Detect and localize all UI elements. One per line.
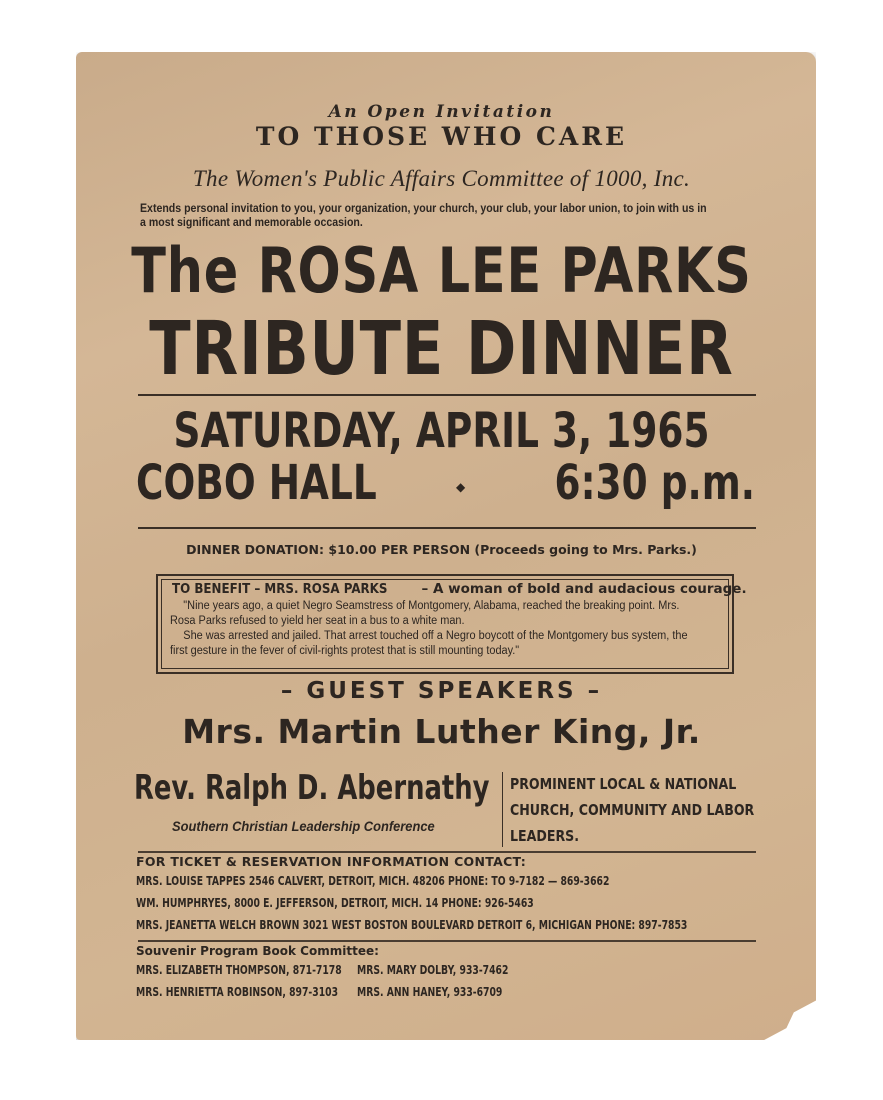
second-speaker: Rev. Ralph D. Abernathy (134, 768, 490, 808)
committee-member: MRS. HENRIETTA ROBINSON, 897-3103 (136, 984, 339, 999)
benefit-heading (172, 581, 747, 597)
contact-row: MRS. LOUISE TAPPES 2546 CALVERT, DETROIT, MICH. 48206 PHONE: TO 9-7182 — 869-3662 (136, 873, 610, 888)
divider-rule (138, 527, 756, 529)
other-speakers-line: LEADERS. (510, 827, 580, 845)
open-invitation-heading: An Open Invitation (328, 102, 555, 122)
diamond-icon: ◆ (456, 480, 466, 494)
souvenir-committee-heading: Souvenir Program Book Committee: (136, 944, 379, 958)
divider-rule (138, 940, 756, 942)
to-those-who-care-heading: TO THOSE WHO CARE (255, 122, 628, 151)
divider-rule (138, 851, 756, 853)
other-speakers (510, 771, 755, 849)
invitation-text: Extends personal invitation to you, your organization, your church, your club, your labor union, to join with us in a most significant and memorable occasion. (140, 203, 707, 229)
event-venue: COBO HALL (136, 455, 377, 511)
committee-member: MRS. ELIZABETH THOMPSON, 871-7178 (136, 962, 342, 977)
benefit-lead: TO BENEFIT – MRS. ROSA PARKS (172, 581, 388, 597)
event-date: SATURDAY, APRIL 3, 1965 (173, 403, 710, 459)
keynote-speaker: Mrs. Martin Luther King, Jr. (182, 712, 701, 751)
quote-paragraph: She was arrested and jailed. That arrest touched off a Negro boycott of the Montgomery bus system, the first gesture in the fever of civil-rights protest that is still mounting today." (170, 630, 688, 657)
event-title-line2: TRIBUTE DINNER (149, 306, 734, 392)
dinner-donation: DINNER DONATION: $10.00 PER PERSON (Proceeds going to Mrs. Parks.) (186, 542, 697, 557)
other-speakers-line: PROMINENT LOCAL & NATIONAL (510, 775, 737, 793)
contact-row: MRS. JEANETTA WELCH BROWN 3021 WEST BOSTON BOULEVARD DETROIT 6, MICHIGAN PHONE: 897-7853 (136, 917, 688, 932)
divider-rule (138, 394, 756, 396)
committee-member: MRS. MARY DOLBY, 933-7462 (357, 962, 509, 977)
benefit-tagline: – A woman of bold and audacious courage. (416, 581, 747, 597)
benefit-quote (170, 599, 702, 659)
other-speakers-line: CHURCH, COMMUNITY AND LABOR (510, 801, 755, 819)
contact-heading: FOR TICKET & RESERVATION INFORMATION CONTACT: (136, 854, 526, 869)
event-title-line1: The ROSA LEE PARKS (131, 234, 752, 307)
committee-member: MRS. ANN HANEY, 933-6709 (357, 984, 503, 999)
guest-speakers-heading: – GUEST SPEAKERS – (280, 678, 603, 704)
second-speaker-organization: Southern Christian Leadership Conference (172, 818, 435, 834)
committee-name: The Women's Public Affairs Committee of 1000, Inc. (192, 166, 691, 191)
event-time: 6:30 p.m. (554, 455, 755, 511)
vertical-divider (502, 772, 503, 847)
quote-paragraph: "Nine years ago, a quiet Negro Seamstress of Montgomery, Alabama, reached the breaking point. Mrs. Rosa Parks refused to yield her seat in a bus to a white man. (170, 600, 680, 627)
contact-row: WM. HUMPHRYES, 8000 E. JEFFERSON, DETROIT, MICH. 14 PHONE: 926-5463 (136, 895, 534, 910)
